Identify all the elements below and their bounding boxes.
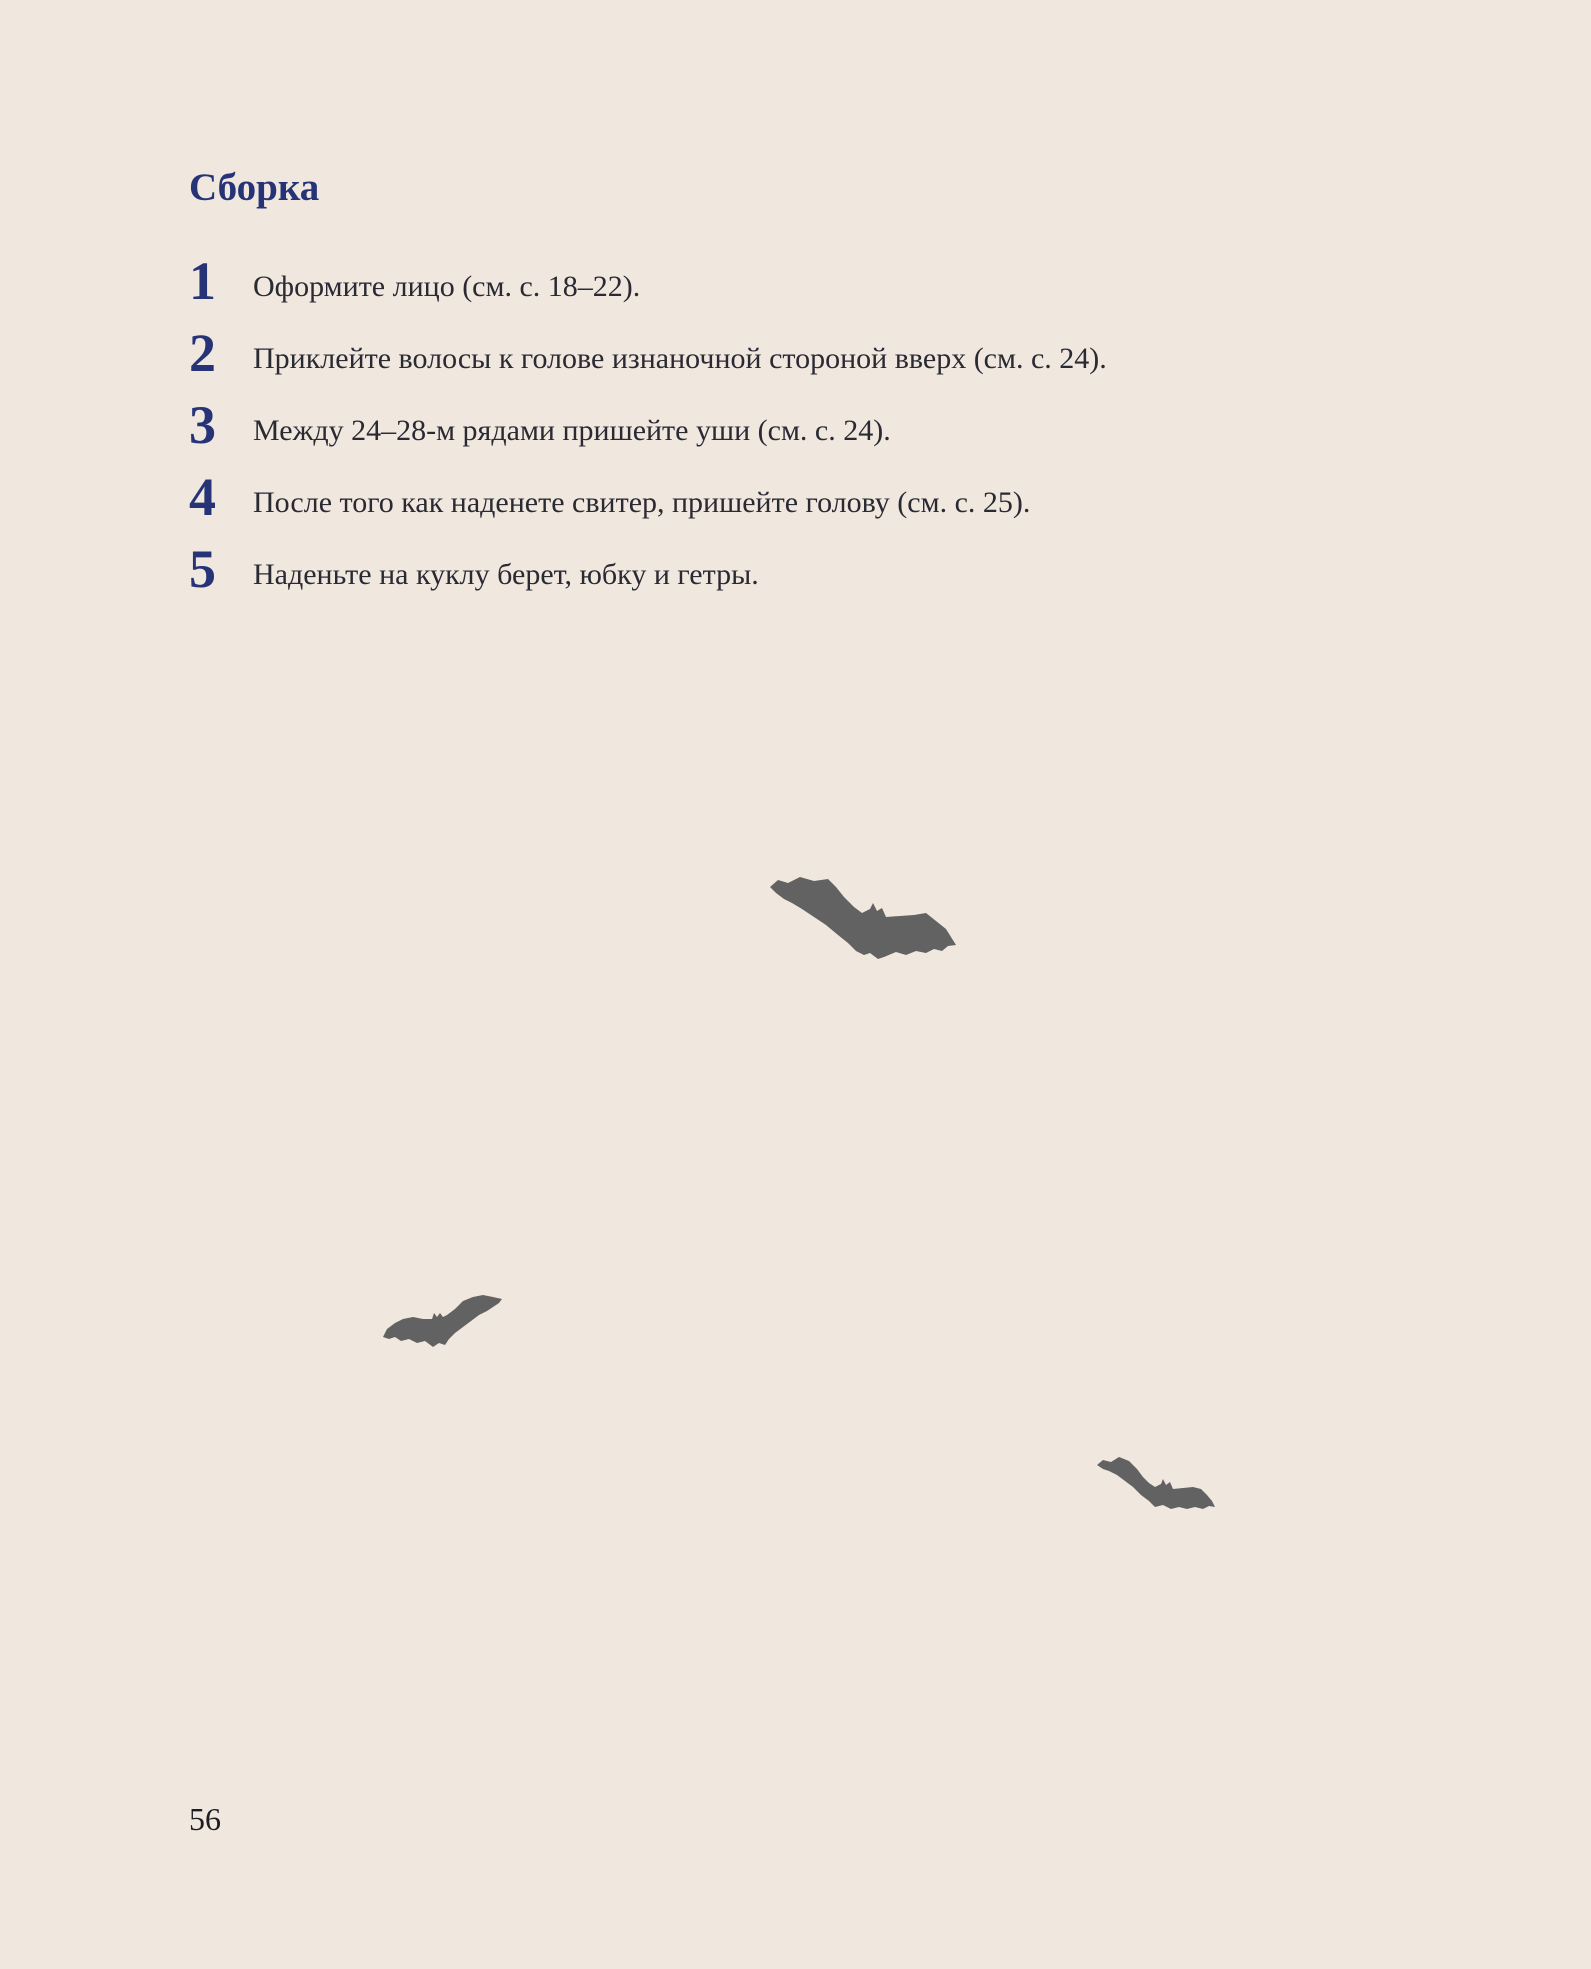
step-number: 5 <box>189 539 216 599</box>
bat-icon <box>770 875 956 959</box>
assembly-steps <box>189 236 1107 599</box>
step-text: После того как наденете свитер, пришейте голову (см. с. 25). <box>253 486 1031 519</box>
step-text: Оформите лицо (см. с. 18–22). <box>253 270 641 303</box>
step-number: 4 <box>189 467 216 527</box>
step-item <box>189 380 1107 455</box>
page-number: 56 <box>189 1801 221 1837</box>
step-text: Наденьте на куклу берет, юбку и гетры. <box>253 558 759 591</box>
step-item <box>189 308 1107 383</box>
bat-icon <box>383 1295 502 1347</box>
step-number: 2 <box>189 323 216 383</box>
step-text: Между 24–28-м рядами пришейте уши (см. с. 24). <box>253 414 891 447</box>
step-item <box>189 236 1107 311</box>
bat-icon <box>1097 1457 1215 1509</box>
step-item <box>189 524 1107 599</box>
section-title: Сборка <box>189 166 320 209</box>
step-text: Приклейте волосы к голове изнаночной стороной вверх (см. с. 24). <box>253 342 1107 375</box>
step-number: 3 <box>189 395 216 455</box>
step-item <box>189 452 1107 527</box>
step-number: 1 <box>189 251 216 311</box>
